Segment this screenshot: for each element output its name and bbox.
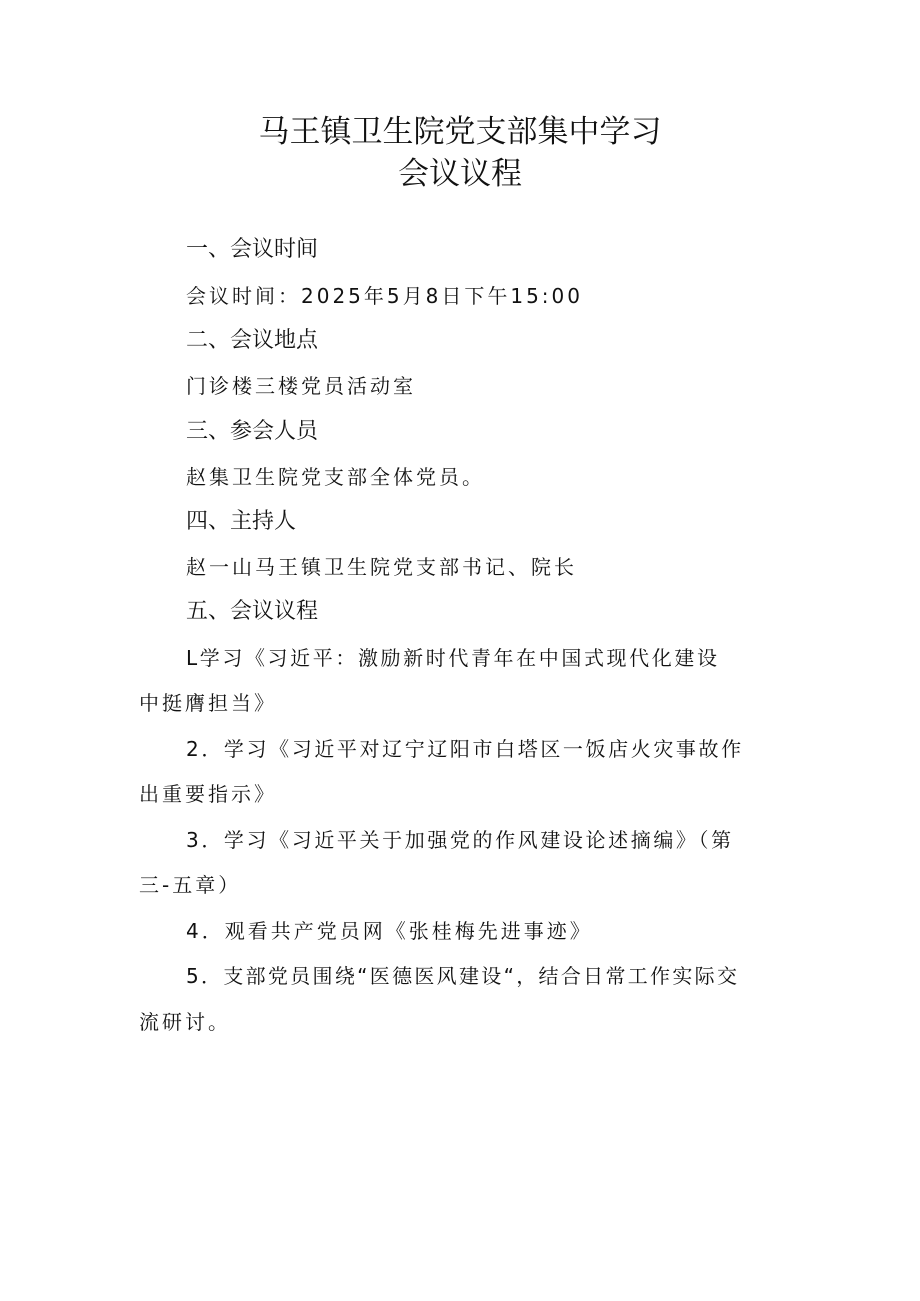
document-title-line-1: 马王镇卫生院党支部集中学习 [258, 114, 662, 150]
agenda-item-5-line-2: 流研讨。 [139, 1010, 231, 1034]
host-text: 赵一山马王镇卫生院党支部书记、院长 [186, 555, 577, 579]
meeting-time-text: 会议时间：2025年5月8日下午15:00 [186, 284, 583, 308]
agenda-item-3-line-2: 三-五章） [139, 873, 242, 897]
section-heading-host: 四、主持人 [186, 509, 297, 534]
section-heading-time: 一、会议时间 [186, 237, 319, 262]
agenda-item-2-line-1: 2．学习《习近平对辽宁辽阳市白塔区一饭店火灾事故作 [186, 737, 744, 761]
section-heading-location: 二、会议地点 [186, 328, 319, 353]
section-heading-attendees: 三、参会人员 [186, 419, 319, 444]
document-title-line-2: 会议议程 [398, 156, 522, 192]
agenda-item-2-line-2: 出重要指示》 [139, 782, 277, 806]
agenda-item-3-line-1: 3．学习《习近平关于加强党的作风建设论述摘编》（第 [186, 828, 734, 852]
section-heading-agenda: 五、会议议程 [186, 599, 319, 624]
attendees-text: 赵集卫生院党支部全体党员。 [186, 465, 485, 489]
agenda-item-5-line-1: 5．支部党员围绕“医德医风建设“，结合日常工作实际交 [186, 964, 740, 988]
agenda-item-1-line-2: 中挺膺担当》 [139, 691, 277, 715]
agenda-item-1-line-1: L学习《习近平：激励新时代青年在中国式现代化建设 [186, 646, 720, 670]
agenda-item-4-line-1: 4．观看共产党员网《张桂梅先进事迹》 [186, 919, 593, 943]
meeting-location-text: 门诊楼三楼党员活动室 [186, 374, 416, 398]
